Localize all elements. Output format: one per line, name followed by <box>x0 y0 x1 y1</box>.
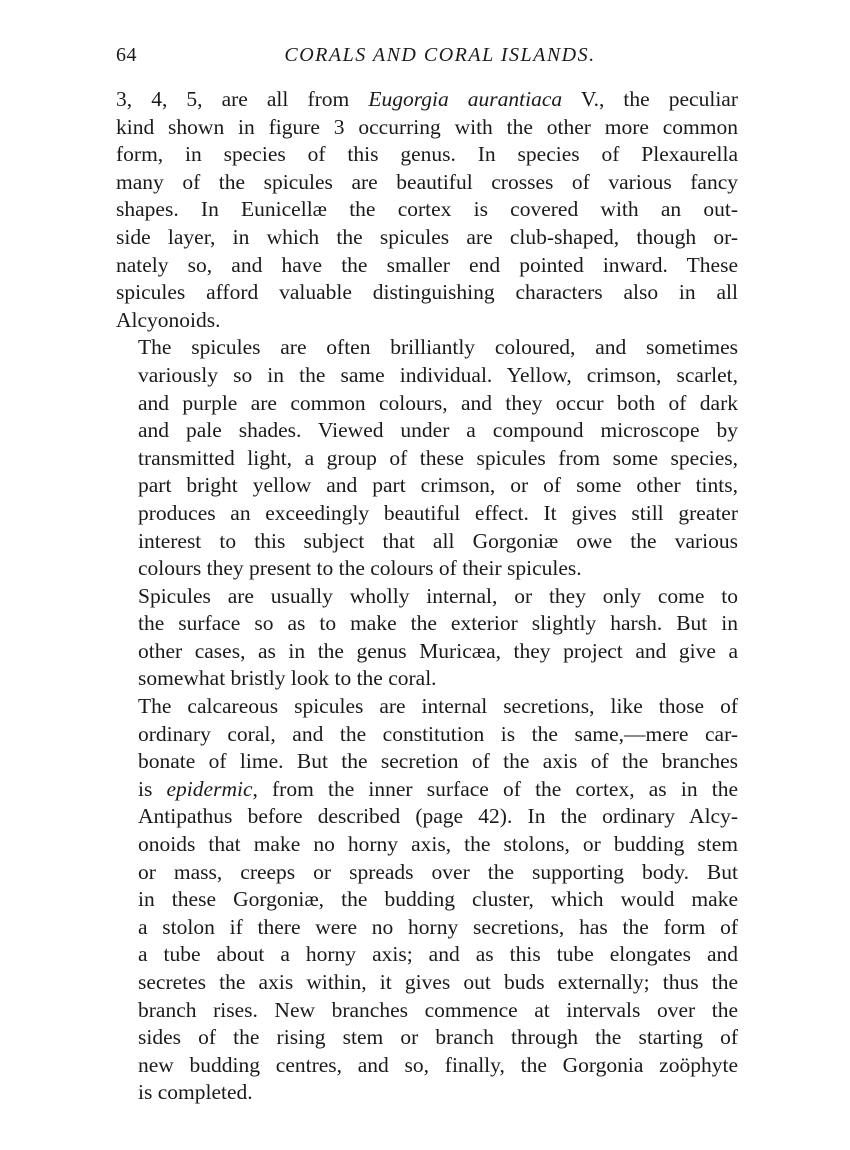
text-segment: transmitted light, a group of these spicules from some species, <box>138 445 738 470</box>
text-line <box>116 859 738 887</box>
text-line <box>116 390 738 418</box>
italic-term: Eugorgia aurantiaca <box>368 87 563 111</box>
text-segment: a tube about a horny axis; and as this tube elongates and <box>138 942 738 967</box>
text-segment: the surface so as to make the exterior slightly harsh. But in <box>138 611 738 636</box>
text-segment: produces an exceedingly beautiful effect. It gives still greater <box>138 500 738 525</box>
text-line <box>116 914 738 942</box>
text-segment: is <box>138 776 167 801</box>
text-line <box>116 665 738 693</box>
text-segment: a stolon if there were no horny secretions, has the form of <box>138 914 738 939</box>
text-segment: bonate of lime. But the secretion of the axis of the branches <box>138 749 738 774</box>
italic-term: epidermic <box>166 776 253 801</box>
text-line <box>116 334 738 362</box>
text-segment: part bright yellow and part crimson, or of some other tints, <box>138 473 738 498</box>
text-segment: The calcareous spicules are internal secretions, like those of <box>138 694 738 719</box>
text-line <box>116 417 738 445</box>
text-line <box>116 1024 738 1052</box>
text-line <box>116 610 738 638</box>
text-segment: is completed. <box>138 1080 253 1105</box>
paragraph <box>116 693 738 1107</box>
text-segment: spicules afford valuable distinguishing characters also in all <box>116 280 738 305</box>
text-line <box>116 583 738 611</box>
running-title: CORALS AND CORAL ISLANDS. <box>284 44 596 66</box>
text-line <box>116 886 738 914</box>
text-line <box>116 831 738 859</box>
text-line <box>116 114 738 142</box>
text-segment: Spicules are usually wholly internal, or they only come to <box>138 583 738 608</box>
text-line <box>116 1052 738 1080</box>
text-line <box>116 141 738 169</box>
text-segment: in these Gorgoniæ, the budding cluster, which would make <box>138 887 738 912</box>
text-line <box>116 721 738 749</box>
body-text <box>116 86 738 1107</box>
text-segment: side layer, in which the spicules are club-shaped, though or- <box>116 224 738 249</box>
text-line <box>116 1079 738 1107</box>
text-segment: and purple are common colours, and they occur both of dark <box>138 390 738 415</box>
text-segment: sides of the rising stem or branch through the starting of <box>138 1025 738 1050</box>
text-segment: Alcyonoids. <box>116 307 221 332</box>
text-segment: , from the inner surface of the cortex, as in the <box>252 776 739 801</box>
paragraph <box>116 86 738 334</box>
text-segment: branch rises. New branches commence at intervals over the <box>138 997 738 1022</box>
paragraph <box>116 334 738 582</box>
text-segment: onoids that make no horny axis, the stolons, or budding stem <box>138 832 738 857</box>
text-line <box>116 555 738 583</box>
text-line <box>116 169 738 197</box>
text-line <box>116 279 738 307</box>
text-segment: secretes the axis within, it gives out buds externally; thus the <box>138 970 738 994</box>
text-line <box>116 252 738 280</box>
paragraph <box>116 583 738 693</box>
text-segment: shapes. In Eunicellæ the cortex is covered with an out- <box>116 197 738 222</box>
text-segment: other cases, as in the genus Muricæa, they project and give a <box>138 638 738 663</box>
text-segment: and pale shades. Viewed under a compound microscope by <box>138 418 738 443</box>
page-header <box>116 44 738 74</box>
text-segment: new budding centres, and so, finally, the Gorgonia zoöphyte <box>138 1052 738 1077</box>
text-segment: Antipathus before described (page 42). In the ordinary Alcy- <box>138 804 738 829</box>
text-line <box>116 969 738 997</box>
text-segment: many of the spicules are beautiful crosses of various fancy <box>116 169 738 194</box>
text-line <box>116 997 738 1025</box>
text-line <box>116 224 738 252</box>
text-line <box>116 776 738 804</box>
text-line <box>116 941 738 969</box>
text-segment: kind shown in figure 3 occurring with the other more common <box>116 114 738 139</box>
text-segment: nately so, and have the smaller end pointed inward. These <box>116 252 738 277</box>
text-line <box>116 472 738 500</box>
text-segment: form, in species of this genus. In species of Plexaurella <box>116 142 738 167</box>
text-line <box>116 307 738 335</box>
text-line <box>116 500 738 528</box>
text-line <box>116 445 738 473</box>
text-line <box>116 748 738 776</box>
text-segment: variously so in the same individual. Yellow, crimson, scarlet, <box>138 362 738 387</box>
text-segment: The spicules are often brilliantly coloured, and sometimes <box>138 335 738 360</box>
page-number: 64 <box>116 44 137 66</box>
text-segment: somewhat bristly look to the coral. <box>138 666 437 691</box>
text-segment: interest to this subject that all Gorgoniæ owe the various <box>138 528 738 553</box>
text-line <box>116 638 738 666</box>
text-line <box>116 86 738 114</box>
text-line <box>116 693 738 721</box>
text-segment: colours they present to the colours of their spicules. <box>138 556 582 581</box>
text-line <box>116 528 738 556</box>
text-segment: 3, 4, 5, are all from <box>116 87 369 111</box>
text-segment: V., the peculiar <box>562 87 738 111</box>
text-line <box>116 362 738 390</box>
text-line <box>116 803 738 831</box>
text-segment: or mass, creeps or spreads over the supporting body. But <box>138 859 738 884</box>
text-line <box>116 196 738 224</box>
text-segment: ordinary coral, and the constitution is the same,—mere car- <box>138 721 738 746</box>
